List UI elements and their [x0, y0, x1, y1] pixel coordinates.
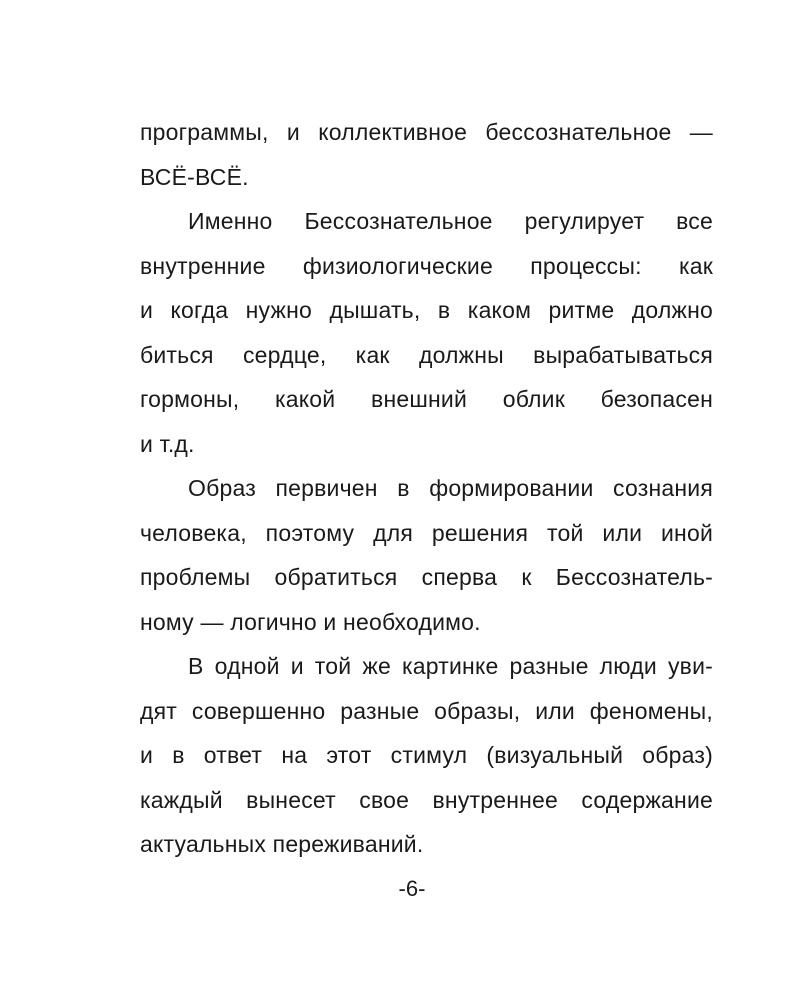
text-line: биться сердце, как должны вырабатываться — [140, 341, 713, 368]
text-line: программы, и коллективное бессознательное — — [140, 119, 713, 145]
text-line: человека, поэтому для решения той или иной — [140, 519, 713, 546]
text-line: проблемы обратиться сперва к Бессознатель- — [140, 564, 713, 590]
text-line: актуальных переживаний. — [140, 831, 424, 857]
text-line: ВСЁ-ВСЁ. — [140, 163, 249, 190]
text-line: Образ первичен в формировании сознания — [188, 475, 713, 501]
paragraph — [140, 644, 713, 867]
paragraph — [140, 199, 713, 466]
text-line: и т.д. — [140, 430, 195, 457]
paragraph — [140, 466, 713, 644]
text-line: В одной и той же картинке разные люди уви- — [188, 653, 713, 679]
text-line: и в ответ на этот стимул (визуальный образ) — [140, 742, 713, 768]
text-line: дят совершенно разные образы, или феномены, — [140, 697, 713, 724]
text-line: и когда нужно дышать, в каком ритме должно — [140, 297, 713, 323]
text-line: гормоны, какой внешний облик безопасен — [140, 386, 713, 412]
text-line: внутренние физиологические процессы: как — [140, 252, 713, 279]
page-body — [140, 110, 713, 867]
text-line: каждый вынесет свое внутреннее содержание — [140, 786, 713, 813]
paragraph — [140, 110, 713, 199]
text-line: Именно Бессознательное регулирует все — [188, 208, 713, 234]
text-line: ному — логично и необходимо. — [140, 608, 481, 635]
page-number: -6- — [398, 876, 426, 901]
